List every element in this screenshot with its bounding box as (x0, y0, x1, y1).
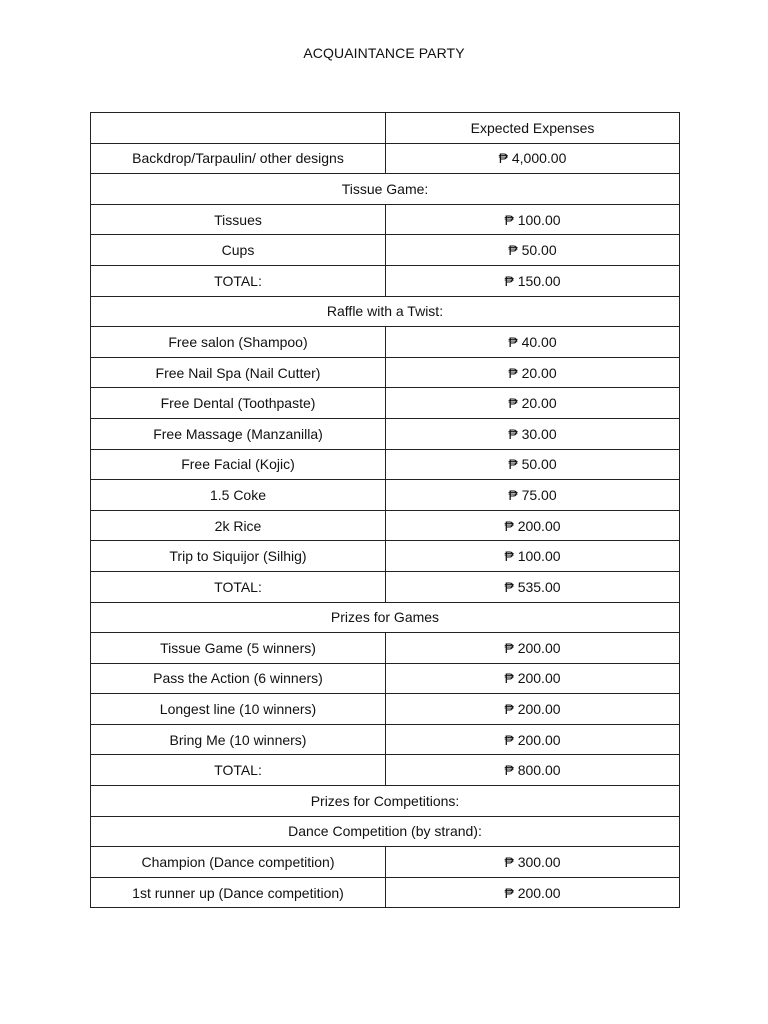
section-label-cell: Raffle with a Twist: (91, 296, 680, 327)
expense-item-cell: Pass the Action (6 winners) (91, 663, 386, 694)
expense-item-cell: Free Dental (Toothpaste) (91, 388, 386, 419)
expense-item-cell: Cups (91, 235, 386, 266)
expense-row (91, 571, 680, 602)
expense-row (91, 847, 680, 878)
expense-amount-cell: ₱ 200.00 (386, 510, 680, 541)
expense-item-cell: Tissues (91, 204, 386, 235)
expense-item-cell: Trip to Siquijor (Silhig) (91, 541, 386, 572)
section-header-row (91, 602, 680, 633)
expense-item-cell: TOTAL: (91, 265, 386, 296)
section-label-cell: Dance Competition (by strand): (91, 816, 680, 847)
expense-amount-cell: ₱ 200.00 (386, 724, 680, 755)
expense-item-cell: Tissue Game (5 winners) (91, 633, 386, 664)
expense-row (91, 480, 680, 511)
expense-item-cell: Free salon (Shampoo) (91, 327, 386, 358)
expense-row (91, 235, 680, 266)
expense-item-cell: 1st runner up (Dance competition) (91, 877, 386, 908)
section-header-row (91, 296, 680, 327)
expense-amount-cell: ₱ 200.00 (386, 633, 680, 664)
expense-item-cell: TOTAL: (91, 571, 386, 602)
expense-amount-cell: ₱ 50.00 (386, 449, 680, 480)
expense-row (91, 663, 680, 694)
expense-item-cell: TOTAL: (91, 755, 386, 786)
expense-row (91, 510, 680, 541)
expense-amount-cell: ₱ 100.00 (386, 541, 680, 572)
expense-item-cell: Backdrop/Tarpaulin/ other designs (91, 143, 386, 174)
expense-row (91, 877, 680, 908)
expense-row (91, 724, 680, 755)
expense-amount-cell: ₱ 50.00 (386, 235, 680, 266)
expense-row (91, 143, 680, 174)
section-header-row (91, 816, 680, 847)
expense-amount-cell: ₱ 4,000.00 (386, 143, 680, 174)
expense-row (91, 388, 680, 419)
expense-item-cell: Free Massage (Manzanilla) (91, 418, 386, 449)
expenses-table-body (91, 113, 680, 908)
section-label-cell: Prizes for Competitions: (91, 786, 680, 817)
expense-item-cell: Bring Me (10 winners) (91, 724, 386, 755)
expense-item-cell: Champion (Dance competition) (91, 847, 386, 878)
expense-amount-cell: ₱ 200.00 (386, 694, 680, 725)
expense-item-cell: Free Nail Spa (Nail Cutter) (91, 357, 386, 388)
expense-amount-cell: ₱ 535.00 (386, 571, 680, 602)
header-item-cell (91, 113, 386, 144)
expenses-table (90, 112, 680, 908)
expense-amount-cell: ₱ 30.00 (386, 418, 680, 449)
expense-item-cell: 1.5 Coke (91, 480, 386, 511)
expense-amount-cell: ₱ 150.00 (386, 265, 680, 296)
section-header-row (91, 174, 680, 205)
expense-row (91, 449, 680, 480)
expense-row (91, 541, 680, 572)
expense-amount-cell: ₱ 800.00 (386, 755, 680, 786)
expense-amount-cell: ₱ 100.00 (386, 204, 680, 235)
expense-row (91, 265, 680, 296)
expense-amount-cell: ₱ 75.00 (386, 480, 680, 511)
expense-amount-cell: ₱ 20.00 (386, 388, 680, 419)
expense-item-cell: 2k Rice (91, 510, 386, 541)
expense-amount-cell: ₱ 200.00 (386, 663, 680, 694)
expense-row (91, 357, 680, 388)
expense-row (91, 418, 680, 449)
expense-amount-cell: ₱ 300.00 (386, 847, 680, 878)
expense-item-cell: Free Facial (Kojic) (91, 449, 386, 480)
section-label-cell: Prizes for Games (91, 602, 680, 633)
expense-row (91, 694, 680, 725)
expense-row (91, 633, 680, 664)
expense-amount-cell: ₱ 40.00 (386, 327, 680, 358)
table-header-row (91, 113, 680, 144)
expense-amount-cell: ₱ 200.00 (386, 877, 680, 908)
document-title: ACQUAINTANCE PARTY (303, 45, 465, 61)
expense-item-cell: Longest line (10 winners) (91, 694, 386, 725)
header-expected-expenses-cell: Expected Expenses (386, 113, 680, 144)
expense-row (91, 755, 680, 786)
expense-row (91, 204, 680, 235)
section-header-row (91, 786, 680, 817)
expense-amount-cell: ₱ 20.00 (386, 357, 680, 388)
expense-row (91, 327, 680, 358)
section-label-cell: Tissue Game: (91, 174, 680, 205)
